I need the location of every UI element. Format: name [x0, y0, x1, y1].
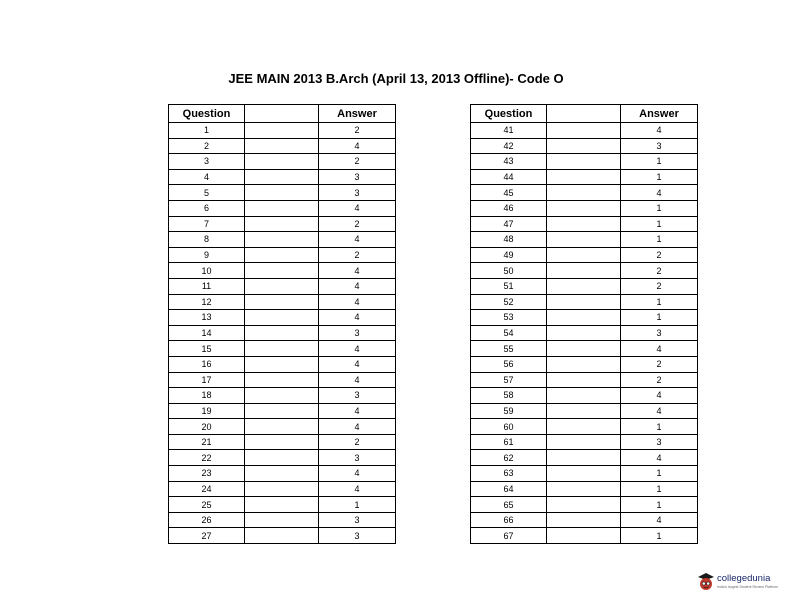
table-row	[471, 419, 698, 435]
question-number-cell: 2	[169, 138, 245, 154]
blank-cell	[547, 263, 621, 279]
blank-cell	[245, 497, 319, 513]
table-row	[169, 450, 396, 466]
blank-cell	[245, 247, 319, 263]
blank-cell	[245, 450, 319, 466]
question-number-cell: 19	[169, 403, 245, 419]
answer-cell: 3	[621, 434, 698, 450]
table-row	[169, 372, 396, 388]
question-number-cell: 5	[169, 185, 245, 201]
question-number-cell: 58	[471, 388, 547, 404]
table-row	[169, 138, 396, 154]
question-number-cell: 23	[169, 466, 245, 482]
blank-cell	[547, 154, 621, 170]
column-header-answer: Answer	[621, 105, 698, 123]
question-number-cell: 49	[471, 247, 547, 263]
question-number-cell: 10	[169, 263, 245, 279]
blank-cell	[245, 123, 319, 139]
logo-text: collegedunia	[717, 573, 771, 584]
question-number-cell: 9	[169, 247, 245, 263]
question-number-cell: 61	[471, 434, 547, 450]
question-number-cell: 27	[169, 528, 245, 544]
answer-cell: 1	[621, 466, 698, 482]
table-row	[169, 403, 396, 419]
table-row	[471, 372, 698, 388]
blank-cell	[245, 466, 319, 482]
blank-cell	[547, 450, 621, 466]
blank-cell	[547, 497, 621, 513]
blank-cell	[547, 278, 621, 294]
blank-cell	[547, 123, 621, 139]
answer-cell: 1	[621, 481, 698, 497]
blank-cell	[547, 419, 621, 435]
answer-cell: 4	[621, 388, 698, 404]
blank-cell	[547, 294, 621, 310]
answer-cell: 3	[621, 325, 698, 341]
table-row	[169, 481, 396, 497]
column-header-blank	[245, 105, 319, 123]
answer-cell: 1	[621, 294, 698, 310]
question-number-cell: 65	[471, 497, 547, 513]
table-row	[471, 247, 698, 263]
table-row	[169, 356, 396, 372]
blank-cell	[547, 185, 621, 201]
answer-cell: 3	[319, 528, 396, 544]
blank-cell	[245, 232, 319, 248]
table-header-row	[169, 105, 396, 123]
question-number-cell: 25	[169, 497, 245, 513]
table-row	[169, 200, 396, 216]
table-row	[471, 278, 698, 294]
blank-cell	[245, 185, 319, 201]
blank-cell	[245, 169, 319, 185]
question-number-cell: 52	[471, 294, 547, 310]
answer-cell: 3	[319, 450, 396, 466]
table-row	[471, 138, 698, 154]
question-number-cell: 41	[471, 123, 547, 139]
blank-cell	[245, 512, 319, 528]
answer-cell: 2	[621, 372, 698, 388]
question-number-cell: 53	[471, 310, 547, 326]
answer-cell: 4	[621, 403, 698, 419]
answer-cell: 4	[319, 294, 396, 310]
answer-cell: 2	[621, 278, 698, 294]
answer-cell: 4	[319, 481, 396, 497]
answer-cell: 1	[621, 497, 698, 513]
table-row	[169, 169, 396, 185]
answer-cell: 4	[621, 450, 698, 466]
answer-cell: 4	[621, 123, 698, 139]
table-row	[471, 154, 698, 170]
blank-cell	[245, 294, 319, 310]
answer-cell: 1	[621, 232, 698, 248]
question-number-cell: 11	[169, 278, 245, 294]
blank-cell	[245, 154, 319, 170]
answer-cell: 3	[319, 325, 396, 341]
table-row	[169, 325, 396, 341]
table-row	[169, 263, 396, 279]
question-number-cell: 60	[471, 419, 547, 435]
question-number-cell: 44	[471, 169, 547, 185]
question-number-cell: 7	[169, 216, 245, 232]
question-number-cell: 26	[169, 512, 245, 528]
table-row	[471, 356, 698, 372]
blank-cell	[245, 325, 319, 341]
answer-cell: 4	[621, 512, 698, 528]
question-number-cell: 17	[169, 372, 245, 388]
table-row	[169, 232, 396, 248]
answer-cell: 1	[621, 216, 698, 232]
table-row	[471, 294, 698, 310]
table-row	[169, 466, 396, 482]
question-number-cell: 4	[169, 169, 245, 185]
question-number-cell: 48	[471, 232, 547, 248]
blank-cell	[245, 263, 319, 279]
question-number-cell: 21	[169, 434, 245, 450]
question-number-cell: 45	[471, 185, 547, 201]
answer-cell: 4	[319, 356, 396, 372]
question-number-cell: 50	[471, 263, 547, 279]
answer-table-left	[168, 104, 396, 544]
answer-cell: 3	[319, 169, 396, 185]
blank-cell	[245, 419, 319, 435]
table-row	[471, 169, 698, 185]
answer-cell: 4	[319, 403, 396, 419]
table-row	[169, 278, 396, 294]
answer-cell: 2	[319, 123, 396, 139]
question-number-cell: 64	[471, 481, 547, 497]
blank-cell	[547, 403, 621, 419]
blank-cell	[245, 528, 319, 544]
table-row	[471, 512, 698, 528]
question-number-cell: 13	[169, 310, 245, 326]
question-number-cell: 42	[471, 138, 547, 154]
answer-table-right	[470, 104, 698, 544]
table-row	[471, 216, 698, 232]
table-row	[169, 247, 396, 263]
blank-cell	[547, 169, 621, 185]
question-number-cell: 57	[471, 372, 547, 388]
answer-cell: 3	[319, 512, 396, 528]
question-number-cell: 56	[471, 356, 547, 372]
table-row	[471, 450, 698, 466]
question-number-cell: 63	[471, 466, 547, 482]
answer-cell: 3	[319, 388, 396, 404]
blank-cell	[547, 512, 621, 528]
blank-cell	[245, 403, 319, 419]
question-number-cell: 67	[471, 528, 547, 544]
table-row	[169, 294, 396, 310]
blank-cell	[547, 388, 621, 404]
column-header-answer: Answer	[319, 105, 396, 123]
answer-cell: 2	[319, 434, 396, 450]
answer-cell: 4	[319, 372, 396, 388]
answer-cell: 4	[319, 419, 396, 435]
blank-cell	[245, 388, 319, 404]
blank-cell	[547, 528, 621, 544]
question-number-cell: 6	[169, 200, 245, 216]
answer-cell: 2	[621, 247, 698, 263]
table-row	[169, 528, 396, 544]
question-number-cell: 51	[471, 278, 547, 294]
question-number-cell: 46	[471, 200, 547, 216]
column-header-question: Question	[471, 105, 547, 123]
table-row	[471, 325, 698, 341]
blank-cell	[245, 481, 319, 497]
table-row	[471, 481, 698, 497]
blank-cell	[547, 341, 621, 357]
answer-cell: 1	[621, 528, 698, 544]
answer-cell: 4	[319, 200, 396, 216]
table-row	[169, 154, 396, 170]
table-row	[471, 341, 698, 357]
blank-cell	[547, 466, 621, 482]
blank-cell	[547, 200, 621, 216]
question-number-cell: 66	[471, 512, 547, 528]
answer-cell: 4	[319, 138, 396, 154]
graduate-mascot-icon	[697, 572, 715, 592]
table-row	[471, 310, 698, 326]
table-row	[169, 434, 396, 450]
table-row	[169, 497, 396, 513]
blank-cell	[547, 356, 621, 372]
blank-cell	[245, 278, 319, 294]
question-number-cell: 24	[169, 481, 245, 497]
table-row	[471, 388, 698, 404]
blank-cell	[245, 356, 319, 372]
blank-cell	[547, 325, 621, 341]
table-row	[471, 185, 698, 201]
question-number-cell: 59	[471, 403, 547, 419]
blank-cell	[547, 372, 621, 388]
answer-cell: 1	[621, 200, 698, 216]
table-row	[471, 497, 698, 513]
answer-cell: 2	[319, 247, 396, 263]
question-number-cell: 54	[471, 325, 547, 341]
answer-cell: 4	[319, 341, 396, 357]
table-row	[169, 310, 396, 326]
table-row	[471, 528, 698, 544]
answer-cell: 2	[621, 263, 698, 279]
table-row	[471, 263, 698, 279]
table-row	[169, 216, 396, 232]
blank-cell	[245, 372, 319, 388]
question-number-cell: 47	[471, 216, 547, 232]
table-row	[471, 403, 698, 419]
blank-cell	[245, 434, 319, 450]
answer-cell: 1	[621, 154, 698, 170]
answer-cell: 4	[621, 341, 698, 357]
collegedunia-logo	[697, 570, 789, 596]
question-number-cell: 1	[169, 123, 245, 139]
table-row	[169, 388, 396, 404]
answer-cell: 2	[319, 154, 396, 170]
answer-cell: 1	[621, 310, 698, 326]
table-row	[169, 419, 396, 435]
table-header-row	[471, 105, 698, 123]
question-number-cell: 43	[471, 154, 547, 170]
question-number-cell: 22	[169, 450, 245, 466]
table-row	[471, 200, 698, 216]
answer-cell: 4	[319, 232, 396, 248]
question-number-cell: 8	[169, 232, 245, 248]
table-row	[169, 512, 396, 528]
answer-cell: 4	[319, 278, 396, 294]
question-number-cell: 20	[169, 419, 245, 435]
column-header-blank	[547, 105, 621, 123]
blank-cell	[245, 200, 319, 216]
blank-cell	[245, 341, 319, 357]
blank-cell	[547, 310, 621, 326]
blank-cell	[245, 138, 319, 154]
blank-cell	[245, 216, 319, 232]
table-row	[471, 434, 698, 450]
blank-cell	[547, 216, 621, 232]
blank-cell	[547, 247, 621, 263]
answer-cell: 2	[621, 356, 698, 372]
logo-tagline: India's largest Student Review Platform	[717, 585, 778, 589]
answer-cell: 4	[319, 263, 396, 279]
column-header-question: Question	[169, 105, 245, 123]
blank-cell	[245, 310, 319, 326]
question-number-cell: 16	[169, 356, 245, 372]
table-row	[471, 466, 698, 482]
blank-cell	[547, 232, 621, 248]
answer-cell: 3	[621, 138, 698, 154]
blank-cell	[547, 481, 621, 497]
page-title: JEE MAIN 2013 B.Arch (April 13, 2013 Offline)- Code O	[228, 71, 564, 86]
question-number-cell: 62	[471, 450, 547, 466]
question-number-cell: 18	[169, 388, 245, 404]
answer-cell: 1	[319, 497, 396, 513]
question-number-cell: 3	[169, 154, 245, 170]
answer-cell: 4	[319, 466, 396, 482]
answer-cell: 4	[621, 185, 698, 201]
table-row	[169, 123, 396, 139]
blank-cell	[547, 434, 621, 450]
table-row	[471, 232, 698, 248]
answer-cell: 2	[319, 216, 396, 232]
table-row	[169, 185, 396, 201]
answer-cell: 1	[621, 169, 698, 185]
blank-cell	[547, 138, 621, 154]
table-row	[169, 341, 396, 357]
answer-cell: 4	[319, 310, 396, 326]
question-number-cell: 14	[169, 325, 245, 341]
question-number-cell: 15	[169, 341, 245, 357]
answer-cell: 3	[319, 185, 396, 201]
question-number-cell: 55	[471, 341, 547, 357]
question-number-cell: 12	[169, 294, 245, 310]
answer-cell: 1	[621, 419, 698, 435]
table-row	[471, 123, 698, 139]
